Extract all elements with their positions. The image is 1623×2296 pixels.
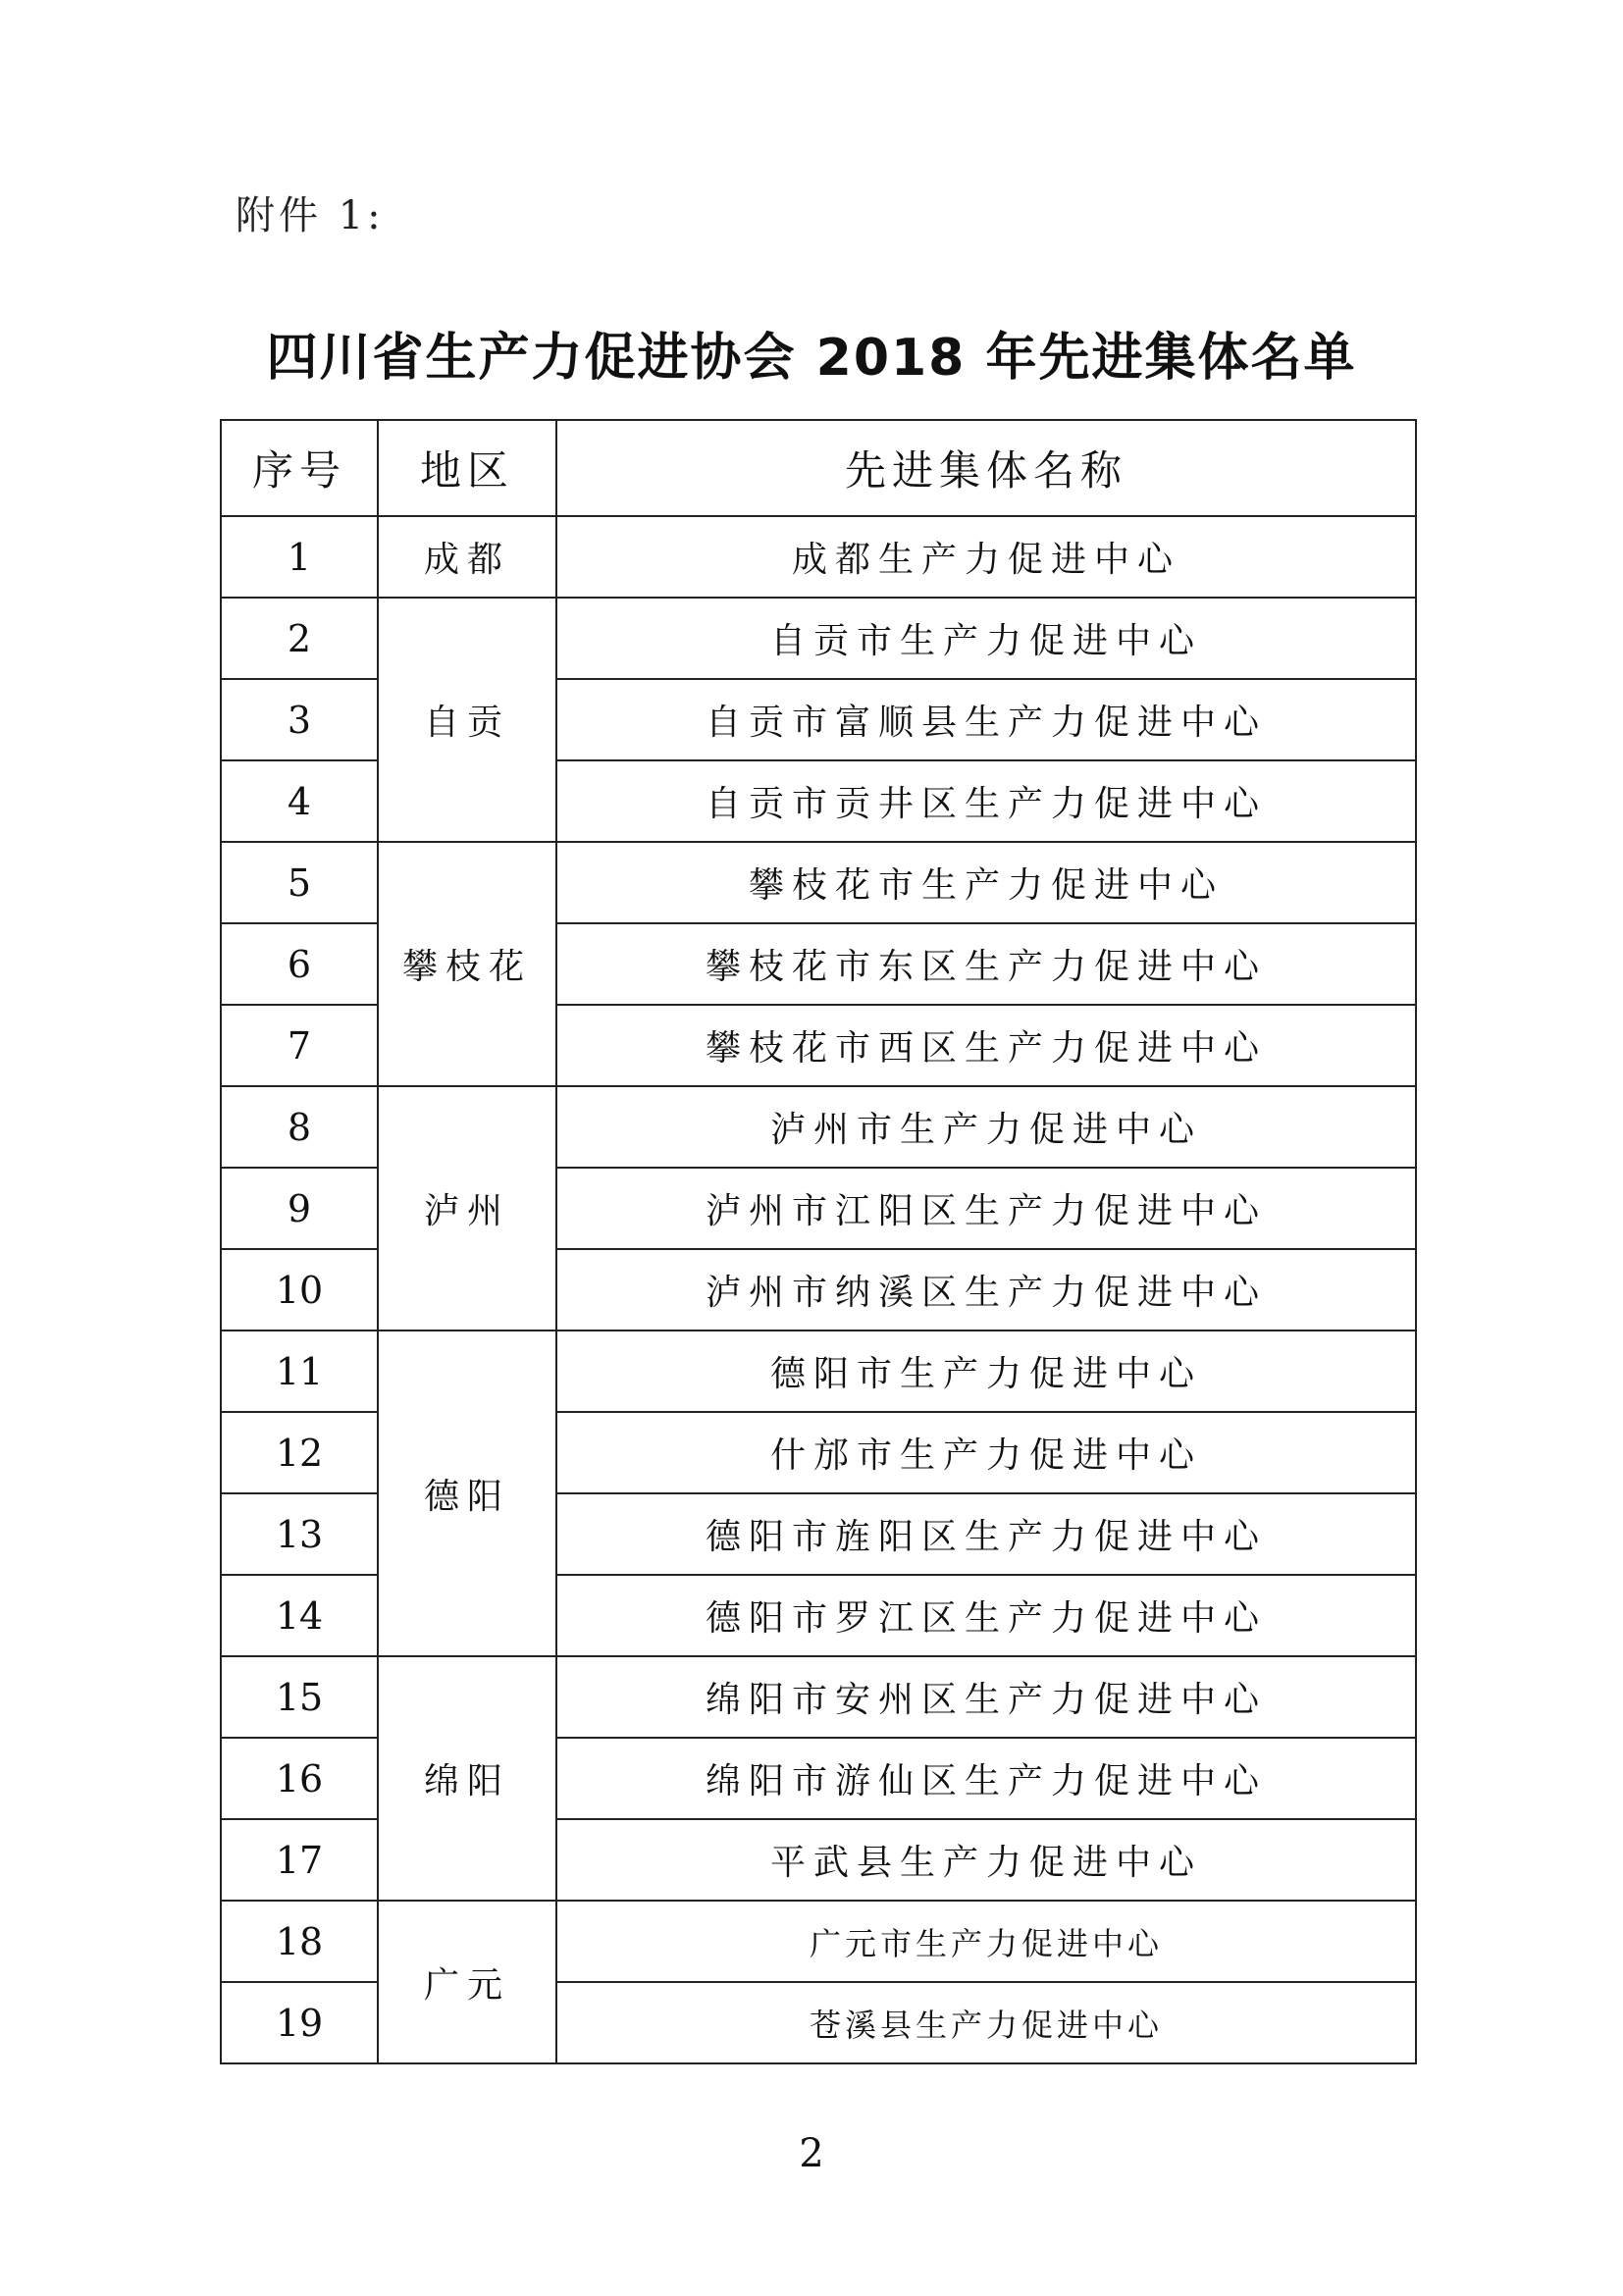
region-cell: 成都 [378,516,556,598]
row-number: 9 [221,1168,378,1249]
region-cell: 攀枝花 [378,842,556,1086]
table-row [221,598,1416,679]
collective-name: 攀枝花市西区生产力促进中心 [556,1005,1416,1086]
row-number: 18 [221,1901,378,1982]
collective-name: 德阳市生产力促进中心 [556,1331,1416,1412]
collective-name: 德阳市旌阳区生产力促进中心 [556,1493,1416,1575]
row-number: 19 [221,1982,378,2063]
attachment-label: 附件 1: [236,193,385,238]
collective-name: 德阳市罗江区生产力促进中心 [556,1575,1416,1656]
collective-name: 广元市生产力促进中心 [556,1901,1416,1982]
row-number: 2 [221,598,378,679]
row-number: 16 [221,1738,378,1819]
document-title: 四川省生产力促进协会 2018 年先进集体名单 [266,329,1357,388]
collective-name: 泸州市纳溪区生产力促进中心 [556,1249,1416,1331]
collective-name: 绵阳市安州区生产力促进中心 [556,1656,1416,1738]
table-header-row [221,420,1416,516]
region-cell: 自贡 [378,598,556,842]
collective-name: 泸州市江阳区生产力促进中心 [556,1168,1416,1249]
row-number: 6 [221,923,378,1005]
collective-name: 攀枝花市生产力促进中心 [556,842,1416,923]
row-number: 17 [221,1819,378,1901]
collective-name: 绵阳市游仙区生产力促进中心 [556,1738,1416,1819]
collective-name: 自贡市富顺县生产力促进中心 [556,679,1416,760]
row-number: 7 [221,1005,378,1086]
table-row [221,842,1416,923]
collective-name: 泸州市生产力促进中心 [556,1086,1416,1168]
header-collective-name: 先进集体名称 [556,420,1416,516]
table-row [221,1901,1416,1982]
collective-name: 什邡市生产力促进中心 [556,1412,1416,1493]
page-number: 2 [799,2131,824,2176]
row-number: 10 [221,1249,378,1331]
header-region: 地区 [378,420,556,516]
table-row [221,1086,1416,1168]
table-row [221,1331,1416,1412]
table-row [221,1656,1416,1738]
row-number: 1 [221,516,378,598]
collective-name: 自贡市贡井区生产力促进中心 [556,760,1416,842]
collective-name: 成都生产力促进中心 [556,516,1416,598]
collective-name: 苍溪县生产力促进中心 [556,1982,1416,2063]
row-number: 12 [221,1412,378,1493]
row-number: 13 [221,1493,378,1575]
region-cell: 德阳 [378,1331,556,1656]
row-number: 11 [221,1331,378,1412]
row-number: 3 [221,679,378,760]
collective-name: 自贡市生产力促进中心 [556,598,1416,679]
collective-name: 平武县生产力促进中心 [556,1819,1416,1901]
region-cell: 广元 [378,1901,556,2063]
region-cell: 泸州 [378,1086,556,1331]
row-number: 15 [221,1656,378,1738]
row-number: 8 [221,1086,378,1168]
table-row [221,516,1416,598]
advanced-collectives-table [220,419,1417,2064]
row-number: 5 [221,842,378,923]
region-cell: 绵阳 [378,1656,556,1901]
collective-name: 攀枝花市东区生产力促进中心 [556,923,1416,1005]
row-number: 14 [221,1575,378,1656]
header-serial-number: 序号 [221,420,378,516]
row-number: 4 [221,760,378,842]
